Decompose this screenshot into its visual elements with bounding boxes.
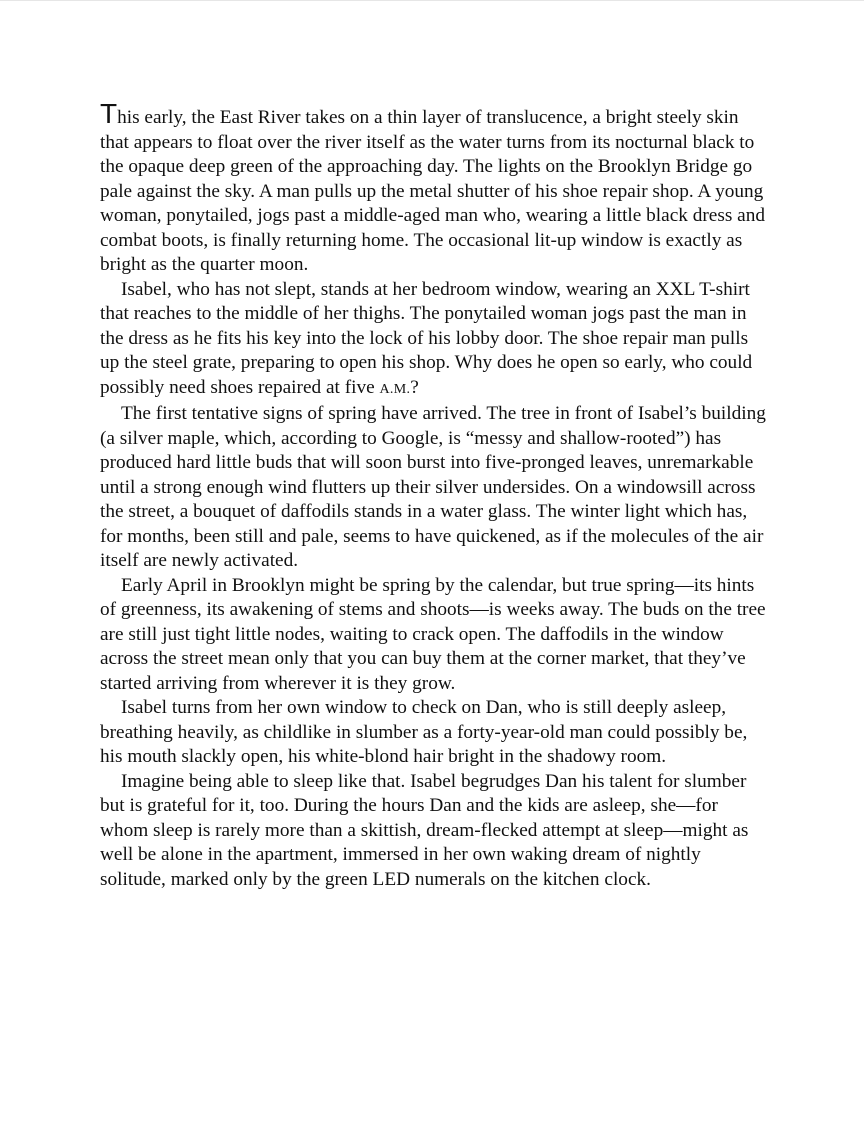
- paragraph-1-text: his early, the East River takes on a thin layer of translucence, a bright steely skin that appears to float over the river itself as the water turns from its nocturnal black to the opaque deep green of the approaching day. The lights on the Brooklyn Bridge go pale against the sky. A man pulls up the metal shutter of his shoe repair shop. A young woman, ponytailed, jogs past a middle-aged man who, wearing a little black dress and combat boots, is finally returning home. The occasional lit-up window is exactly as bright as the quarter moon.: [100, 107, 766, 275]
- paragraph-6: [100, 770, 768, 893]
- paragraph-2: [100, 278, 768, 403]
- drop-cap-initial: T: [100, 98, 118, 129]
- paragraph-5-text: Isabel turns from her own window to check on Dan, who is still deeply asleep, breathing heavily, as childlike in slumber as a forty-year-old man could possibly be, his mouth slackly open, his white-blond hair bright in the shadowy room.: [100, 697, 748, 767]
- time-abbreviation: A.M.: [379, 381, 411, 397]
- page-top-rule: [0, 0, 864, 1]
- paragraph-5: [100, 696, 768, 770]
- paragraph-6-text: Imagine being able to sleep like that. Isabel begrudges Dan his talent for slumber but is grateful for it, too. During the hours Dan and the kids are asleep, she—for whom sleep is rarely more than a skittish, dream-flecked attempt at sleep—might as well be alone in the apartment, immersed in her own waking dream of nightly solitude, marked only by the green LED numerals on the kitchen clock.: [100, 770, 749, 890]
- paragraph-1: [100, 98, 768, 278]
- page-body: [100, 98, 768, 892]
- paragraph-4-text: Early April in Brooklyn might be spring by the calendar, but true spring—its hints of greenness, its awakening of stems and shoots—is weeks away. The buds on the tree are still just tight little nodes, waiting to crack open. The daffodils in the window across the street mean only that you can buy them at the corner market, that they’ve started arriving from wherever it is they grow.: [100, 574, 766, 694]
- paragraph-2-tail: ?: [410, 376, 419, 398]
- paragraph-3: [100, 402, 768, 574]
- paragraph-4: [100, 574, 768, 697]
- paragraph-2-text: Isabel, who has not slept, stands at her bedroom window, wearing an XXL T-shirt that reaches to the middle of her thighs. The ponytailed woman jogs past the man in the dress as he fits his key into the lock of his lobby door. The shoe repair man pulls up the steel grate, preparing to open his shop. Why does he open so early, who could possibly need shoes repaired at five: [100, 278, 753, 398]
- paragraph-3-text: The first tentative signs of spring have arrived. The tree in front of Isabel’s building (a silver maple, which, according to Google, is “messy and shallow-rooted”) has produced hard little buds that will soon burst into five-pronged leaves, unremarkable until a strong enough wind flutters up their silver undersides. On a windowsill across the street, a bouquet of daffodils stands in a water glass. The winter light which has, for months, been still and pale, seems to have quickened, as if the molecules of the air itself are newly activated.: [100, 403, 766, 571]
